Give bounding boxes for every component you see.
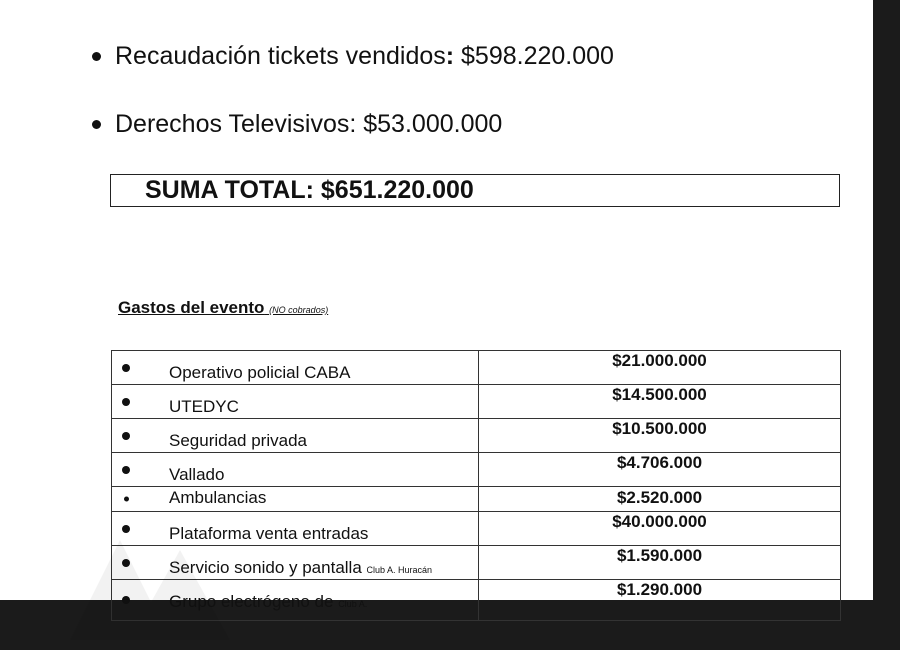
table-row	[112, 385, 841, 419]
gasto-name: Seguridad privada	[169, 431, 307, 450]
gastos-title-text: Gastos del evento	[118, 298, 265, 317]
gasto-name: Grupo electrógeno de	[169, 592, 334, 611]
gasto-name: Plataforma venta entradas	[169, 524, 369, 543]
gasto-amount: $21.000.000	[479, 351, 841, 385]
table-row	[112, 453, 841, 487]
ingreso-tickets-label: Recaudación tickets vendidos	[115, 42, 446, 70]
gasto-amount: $1.290.000	[479, 580, 841, 621]
ingreso-tv	[92, 110, 502, 139]
bullet-icon	[92, 52, 101, 61]
gasto-name: UTEDYC	[169, 397, 239, 416]
gasto-amount: $14.500.000	[479, 385, 841, 419]
gasto-name: Ambulancias	[169, 488, 267, 507]
gasto-amount: $4.706.000	[479, 453, 841, 487]
gasto-name: Servicio sonido y pantalla	[169, 558, 362, 577]
suma-total-text: SUMA TOTAL: $651.220.000	[145, 176, 474, 204]
gasto-name-cell	[112, 351, 479, 385]
gasto-name-cell	[112, 419, 479, 453]
gasto-name: Vallado	[169, 465, 225, 484]
ingreso-tickets-sep: :	[445, 42, 455, 70]
ingreso-tv-label: Derechos Televisivos: $53.000.000	[115, 110, 503, 138]
ingreso-tickets	[92, 42, 614, 71]
gasto-name: Operativo policial CABA	[169, 363, 351, 382]
bullet-icon	[92, 120, 101, 129]
suma-total-box	[110, 174, 840, 207]
bullet-icon	[122, 466, 130, 474]
gasto-club: Club A.	[338, 599, 368, 609]
bullet-icon	[122, 432, 130, 440]
gasto-amount: $2.520.000	[479, 487, 841, 512]
table-row	[112, 419, 841, 453]
gasto-club: Club A. Huracán	[366, 565, 433, 575]
ingreso-tickets-value: $598.220.000	[454, 42, 614, 70]
gastos-title	[118, 298, 328, 318]
gasto-amount: $40.000.000	[479, 512, 841, 546]
gastos-note: (NO cobrados)	[269, 305, 329, 315]
bullet-icon	[122, 398, 130, 406]
gasto-name-cell	[112, 453, 479, 487]
gasto-amount: $10.500.000	[479, 419, 841, 453]
gasto-name-cell	[112, 385, 479, 419]
bullet-icon	[122, 364, 130, 372]
gasto-amount: $1.590.000	[479, 546, 841, 580]
watermark-shape	[60, 500, 260, 650]
table-row	[112, 351, 841, 385]
